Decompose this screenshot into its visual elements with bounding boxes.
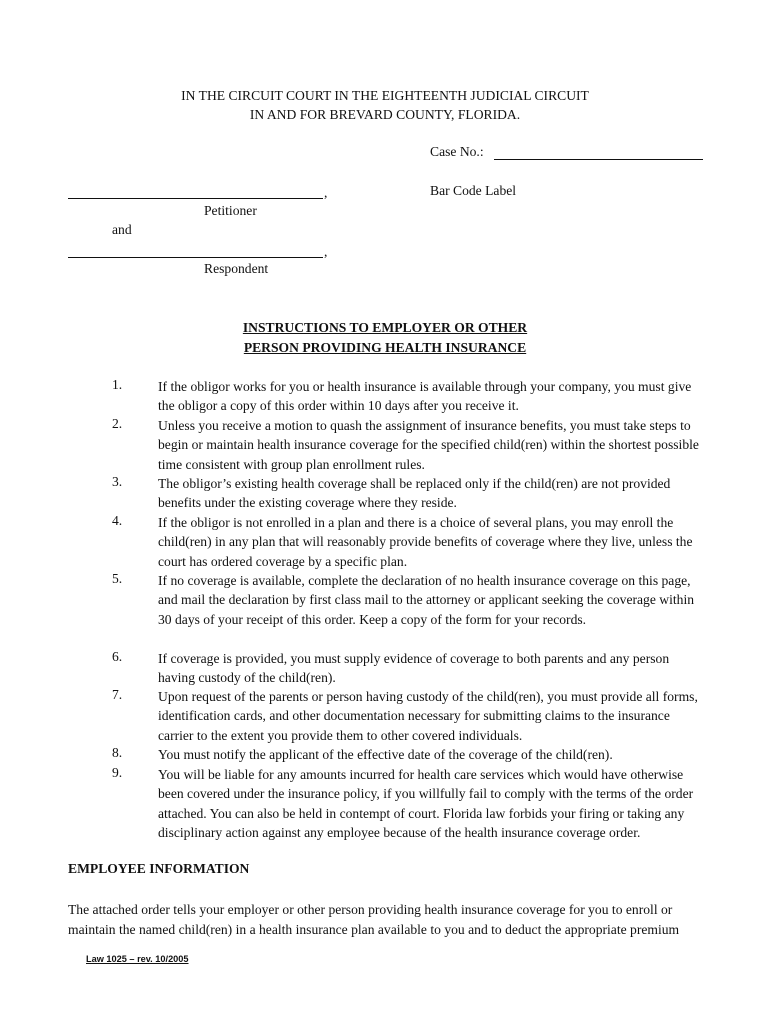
- list-item-text: If coverage is provided, you must supply evidence of coverage to both parents and any person having custody of the child(ren).: [158, 651, 670, 686]
- court-heading-line2: IN AND FOR BREVARD COUNTY, FLORIDA.: [249, 107, 521, 122]
- list-item-number: 8.: [112, 745, 123, 760]
- list-item-text: You must notify the applicant of the effective date of the coverage of the child(ren).: [158, 747, 613, 762]
- respondent-label: Respondent: [204, 261, 269, 276]
- petitioner-comma: ,: [324, 185, 328, 200]
- list-item-number: 9.: [112, 765, 123, 780]
- list-item-text: If the obligor works for you or health insurance is available through your company, you must give the obligor a copy of this order within 10 days after you receive it.: [158, 379, 692, 414]
- instructions-title-line1: INSTRUCTIONS TO EMPLOYER OR OTHER: [242, 320, 528, 335]
- list-item-text: You will be liable for any amounts incurred for health care services which would have otherwise been covered under the insurance policy, if you willfully fail to comply with the terms of the order attached. You can also be held in contempt of court. Florida law forbids your firing or taking any disciplinary action against any employee because of the health insurance coverage order.: [158, 767, 694, 841]
- employee-information-heading: EMPLOYEE INFORMATION: [68, 861, 250, 876]
- list-item-number: 2.: [112, 416, 123, 431]
- list-item-number: 5.: [112, 571, 123, 586]
- list-item-text: The obligor’s existing health coverage shall be replaced only if the child(ren) are not provided benefits under the existing coverage where they reside.: [158, 476, 671, 511]
- instructions-title-line2: PERSON PROVIDING HEALTH INSURANCE: [243, 340, 527, 355]
- list-item-text: Upon request of the parents or person having custody of the child(ren), you must provide all forms, identification cards, and other documentation necessary for submitting claims to the insurance carrier to the extent you provide them to other covered individuals.: [158, 689, 698, 743]
- petitioner-label: Petitioner: [204, 203, 257, 218]
- court-heading-line1: IN THE CIRCUIT COURT IN THE EIGHTEENTH JUDICIAL CIRCUIT: [181, 88, 589, 103]
- list-item-text: If the obligor is not enrolled in a plan and there is a choice of several plans, you may enroll the child(ren) in any plan that will reasonably provide benefits of coverage where they live, unless the court has ordered coverage by a specific plan.: [158, 515, 693, 569]
- respondent-name-field[interactable]: [68, 242, 323, 258]
- list-item-number: 4.: [112, 513, 123, 528]
- and-label: and: [112, 222, 132, 237]
- employee-information-paragraph: The attached order tells your employer or other person providing health insurance coverage for you to enroll or maintain the named child(ren) in a health insurance plan available to you and to deduct the appropriate premium: [68, 902, 680, 937]
- list-item-number: 1.: [112, 377, 123, 392]
- bar-code-label: Bar Code Label: [430, 183, 517, 198]
- list-item-number: 7.: [112, 687, 123, 702]
- list-item-number: 6.: [112, 649, 123, 664]
- list-item-text: If no coverage is available, complete the declaration of no health insurance coverage on this page, and mail the declaration by first class mail to the attorney or applicant seeking the coverage within 30 days of your receipt of this order. Keep a copy of the form for your records.: [158, 573, 695, 627]
- list-item-text: Unless you receive a motion to quash the assignment of insurance benefits, you must take steps to begin or maintain health insurance coverage for the specified child(ren) within the shortest possible time consistent with group plan enrollment rules.: [158, 418, 699, 472]
- case-number-label: Case No.:: [430, 144, 484, 159]
- respondent-comma: ,: [324, 244, 328, 259]
- case-number-field[interactable]: [494, 159, 703, 160]
- list-item-number: 3.: [112, 474, 123, 489]
- form-revision-footer: Law 1025 – rev. 10/2005: [86, 954, 189, 964]
- petitioner-name-field[interactable]: [68, 183, 323, 199]
